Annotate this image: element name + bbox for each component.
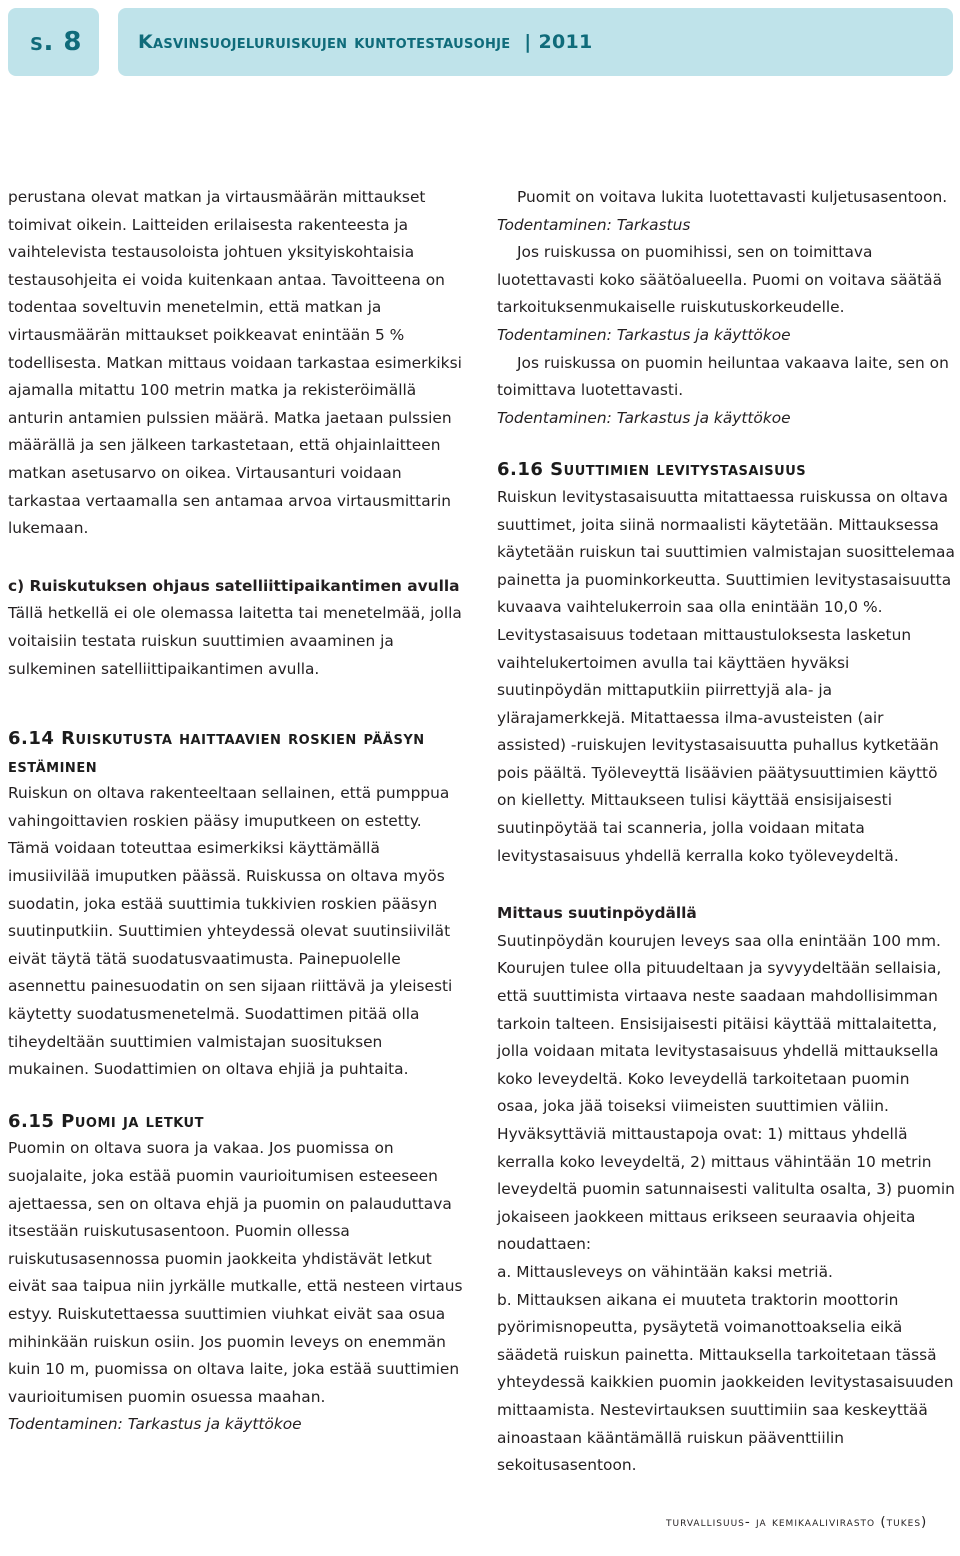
section-6-14-paragraph: Ruiskun on oltava rakenteeltaan sellainen, että pumppua vahingoittavien roskien pääsy imuputkeen on estetty. Tämä voidaan toteuttaa esimerkiksi käyttämällä imusiivilää imuputken päässä. Ruiskussa on oltava myös suodatin, joka estää suuttimia tukkivien roskien pääsyn suutinputkiin. Suuttimien yhteydessä olevat suutinsiivilät eivät täytä tätä suodatusvaatimusta. Painepuolelle asennettu painesuodatin on sen sijaan riittävä ja yleisesti käytetty suodatusmenetelmä. Suodattimen pitää olla tiheydeltään suuttimien valmistajan suosituksen mukainen. Suodattimien on oltava ehjiä ja puhtaita.: [8, 784, 453, 1079]
boom-lift-verification: Todentaminen: Tarkastus ja käyttökoe: [497, 325, 791, 344]
section-6-15-verification: Todentaminen: Tarkastus ja käyttökoe: [8, 1415, 302, 1434]
footer-agency: turvallisuus- ja kemikaalivirasto (tukes): [666, 1514, 928, 1530]
document-title: Kasvinsuojeluruiskujen kuntotestausohje | 2011: [138, 31, 593, 53]
nozzle-table-paragraph: Suutinpöydän kourujen leveys saa olla enintään 100 mm. Kourujen tulee olla pituudeltaan ja syvyydeltään sellaisia, että suuttimista virtaava neste saadaan mahdollisimman tarkoin talteen. Ensisijaisesti pitäisi käyttää mittalaitetta, jolla voidaan mitata levitystasaisuus yhdellä mittauksella koko leveydeltä. Koko leveydellä tarkoitetaan puomin osaa, joka jää toiseksi viimeisten suuttimien väliin. Hyväksyttäviä mittaustapoja ovat: 1) mittaus yhdellä kerralla koko leveydeltä, 2) mittaus vähintään 10 metrin leveydeltä puomin satunnaisesti valitulta osalta, 3) puomin jokaiseen jaokkeen mittaus erikseen seuraavia ohjeita noudattaen:: [497, 931, 955, 1254]
satellite-heading: c) Ruiskutuksen ohjaus satelliittipaikantimen avulla: [8, 576, 460, 595]
section-6-16-heading: 6.16 Suuttimien levitystasaisuus: [497, 459, 807, 481]
section-6-14-heading: 6.14 Ruiskutusta haittaavien roskien pääsyn estäminen: [8, 728, 425, 777]
nozzle-table-heading: Mittaus suutinpöydällä: [497, 904, 697, 923]
list-item-a: a. Mittausleveys on vähintään kaksi metriä.: [497, 1262, 833, 1281]
document-title-tab: [118, 8, 953, 76]
boom-lock-paragraph: Puomit on voitava lukita luotettavasti kuljetusasentoon.: [517, 188, 948, 206]
boom-swing-verification: Todentaminen: Tarkastus ja käyttökoe: [497, 408, 791, 427]
right-column: [497, 184, 955, 1480]
section-6-15-paragraph: Puomin on oltava suora ja vakaa. Jos puomissa on suojalaite, joka estää puomin vaurioitumisen esteeseen ajettaessa, sen on oltava ehjä ja puomin on palauduttava itsestään ruiskutusasentoon. Puomin ollessa ruiskutusasennossa puomin jaokkeita yhdistävät letkut eivät saa taipua niin jyrkälle mutkalle, että nesteen virtaus estyy. Ruiskutettaessa suuttimien viuhkat eivät saa osua mihinkään ruiskun osiin. Jos puomin leveys on enemmän kuin 10 m, puomissa on oltava laite, joka estää suuttimien vaurioitumisen puomin osuessa maahan.: [8, 1139, 463, 1406]
page-number-tab: [8, 8, 99, 76]
boom-lock-verification: Todentaminen: Tarkastus: [497, 215, 691, 234]
intro-paragraph: perustana olevat matkan ja virtausmäärän mittaukset toimivat oikein. Laitteiden erilaisesta rakenteesta ja vaihtelevista testausoloista johtuen yksityiskohtaisia testausohjeita ei voida kuitenkaan antaa. Tavoitteena on todentaa soveltuvin menetelmin, että matkan ja virtausmäärän mittaukset poikkeavat enintään 5 % todellisesta. Matkan mittaus voidaan tarkastaa esimerkiksi ajamalla mitattu 100 metrin matka ja rekisteröimällä anturin antamien pulssien määrä. Matka jaetaan pulssien määrällä ja sen jälkeen tarkastetaan, että ohjainlaitteen matkan asetusarvo on oikea. Virtausanturi voidaan tarkastaa vertaamalla sen antamaa arvoa virtausmittarin lukemaan.: [8, 188, 462, 538]
boom-lift-paragraph: Jos ruiskussa on puomihissi, sen on toimittava luotettavasti koko säätöalueella. Puomi on voitava säätää tarkoituksenmukaiselle ruiskutuskorkeudelle.: [497, 243, 943, 317]
list-item-b: b. Mittauksen aikana ei muuteta traktorin moottorin pyörimisnopeutta, pysäytetä voimanottoakselia eikä säädetä ruiskun painetta. Mittauksella tarkoitetaan tässä yhteydessä kaikkien puomin jaokkeiden levitystasaisuuden mittaamista. Nestevirtauksen suuttimiin saa keskeyttää ainoastaan kääntämällä ruiskun pääventtiilin sekoitusasentoon.: [497, 1290, 954, 1475]
section-6-16-paragraph: Ruiskun levitystasaisuutta mitattaessa ruiskussa on oltava suuttimet, joita siinä normaalisti käytetään. Mittauksessa käytetään ruiskun tai suuttimien valmistajan suosittelemaa painetta ja puominkorkeutta. Suuttimien levitystasaisuutta kuvaava vaihtelukerroin saa olla enintään 10,0 %. Levitystasaisuus todetaan mittaustuloksesta lasketun vaihtelukertoimen avulla tai käyttäen hyväksi suutinpöydän mittaputkiin piirrettyjä ala- ja ylärajamerkkejä. Mitattaessa ilma-avusteisten (air assisted) -ruiskujen levitystasaisuutta puhallus kytketään pois päältä. Työleveyttä lisäävien päätysuuttimien käyttö on kielletty. Mittaukseen tulisi käyttää ensisijaisesti suutinpöytää tai scanneria, jolla voidaan mitata levitystasaisuus yhdellä kerralla koko työleveydeltä.: [497, 487, 955, 865]
page-number: s. 8: [30, 27, 82, 57]
left-column: [8, 184, 466, 1439]
section-6-15-heading: 6.15 Puomi ja letkut: [8, 1110, 204, 1132]
boom-swing-paragraph: Jos ruiskussa on puomin heiluntaa vakaava laite, sen on toimittava luotettavasti.: [497, 353, 949, 400]
satellite-paragraph: Tällä hetkellä ei ole olemassa laitetta tai menetelmää, jolla voitaisiin testata ruiskun suuttimien avaaminen ja sulkeminen satelliittipaikantimen avulla.: [8, 604, 462, 678]
